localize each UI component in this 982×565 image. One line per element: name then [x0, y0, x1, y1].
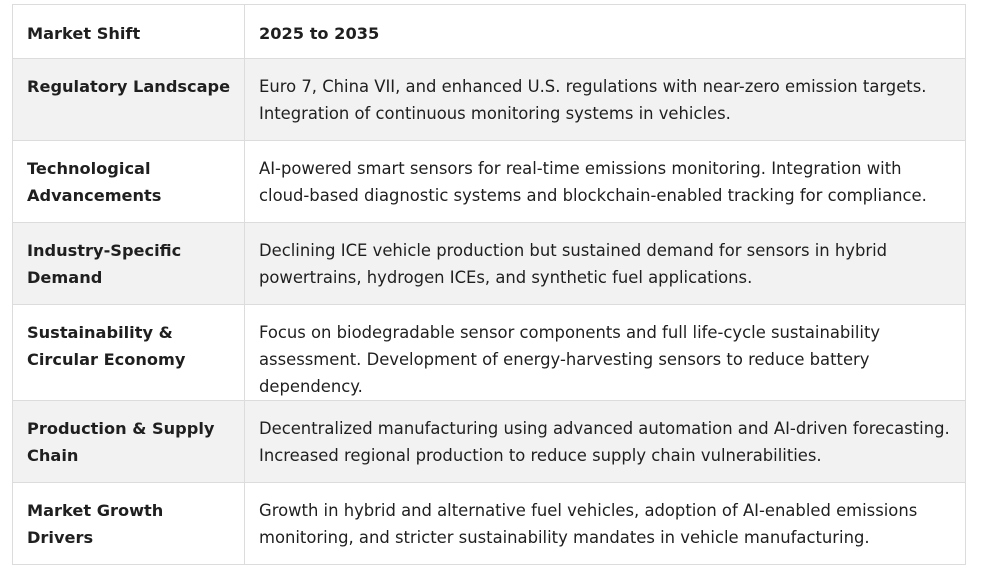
market-shift-table-container: [12, 4, 965, 565]
row-label: Regulatory Landscape: [27, 77, 231, 96]
row-label-cell: [13, 141, 245, 223]
table-row: [13, 401, 966, 483]
header-cell-period: [245, 5, 966, 59]
row-label: Sustainability & Circular Economy: [27, 323, 186, 369]
row-label-cell: [13, 305, 245, 401]
row-value-cell: [245, 141, 966, 223]
table-row: [13, 305, 966, 401]
row-value: Decentralized manufacturing using advanced automation and AI-driven forecasting. Increased regional production to reduce supply chain vulnerabilities.: [259, 419, 950, 465]
row-value: Growth in hybrid and alternative fuel vehicles, adoption of AI-enabled emissions monitoring, and stricter sustainability mandates in vehicle manufacturing.: [259, 501, 918, 547]
row-label-cell: [13, 59, 245, 141]
row-label: Production & Supply Chain: [27, 419, 215, 465]
table-header-row: [13, 5, 966, 59]
row-value: AI-powered smart sensors for real-time emissions monitoring. Integration with cloud-based diagnostic systems and blockchain-enabled tracking for compliance.: [259, 159, 927, 205]
row-value-cell: [245, 483, 966, 565]
header-period-text: 2025 to 2035: [259, 24, 380, 43]
header-market-shift-text: Market Shift: [27, 24, 141, 43]
table-row: [13, 223, 966, 305]
row-value-cell: [245, 59, 966, 141]
table-row: [13, 59, 966, 141]
row-label-cell: [13, 401, 245, 483]
row-label: Technological Advancements: [27, 159, 162, 205]
row-value-cell: [245, 305, 966, 401]
row-label: Industry-Specific Demand: [27, 241, 182, 287]
row-value: Declining ICE vehicle production but sustained demand for sensors in hybrid powertrains, hydrogen ICEs, and synthetic fuel applications.: [259, 241, 888, 287]
row-value-cell: [245, 401, 966, 483]
row-label-cell: [13, 483, 245, 565]
row-label-cell: [13, 223, 245, 305]
row-value: Focus on biodegradable sensor components and full life-cycle sustainability assessment. Development of energy-harvesting sensors to reduce battery dependency.: [259, 323, 881, 396]
table-row: [13, 141, 966, 223]
header-cell-market-shift: [13, 5, 245, 59]
table-row: [13, 483, 966, 565]
row-label: Market Growth Drivers: [27, 501, 164, 547]
market-shift-table: [12, 4, 966, 565]
row-value: Euro 7, China VII, and enhanced U.S. regulations with near-zero emission targets. Integration of continuous monitoring systems in vehicles.: [259, 77, 927, 123]
row-value-cell: [245, 223, 966, 305]
